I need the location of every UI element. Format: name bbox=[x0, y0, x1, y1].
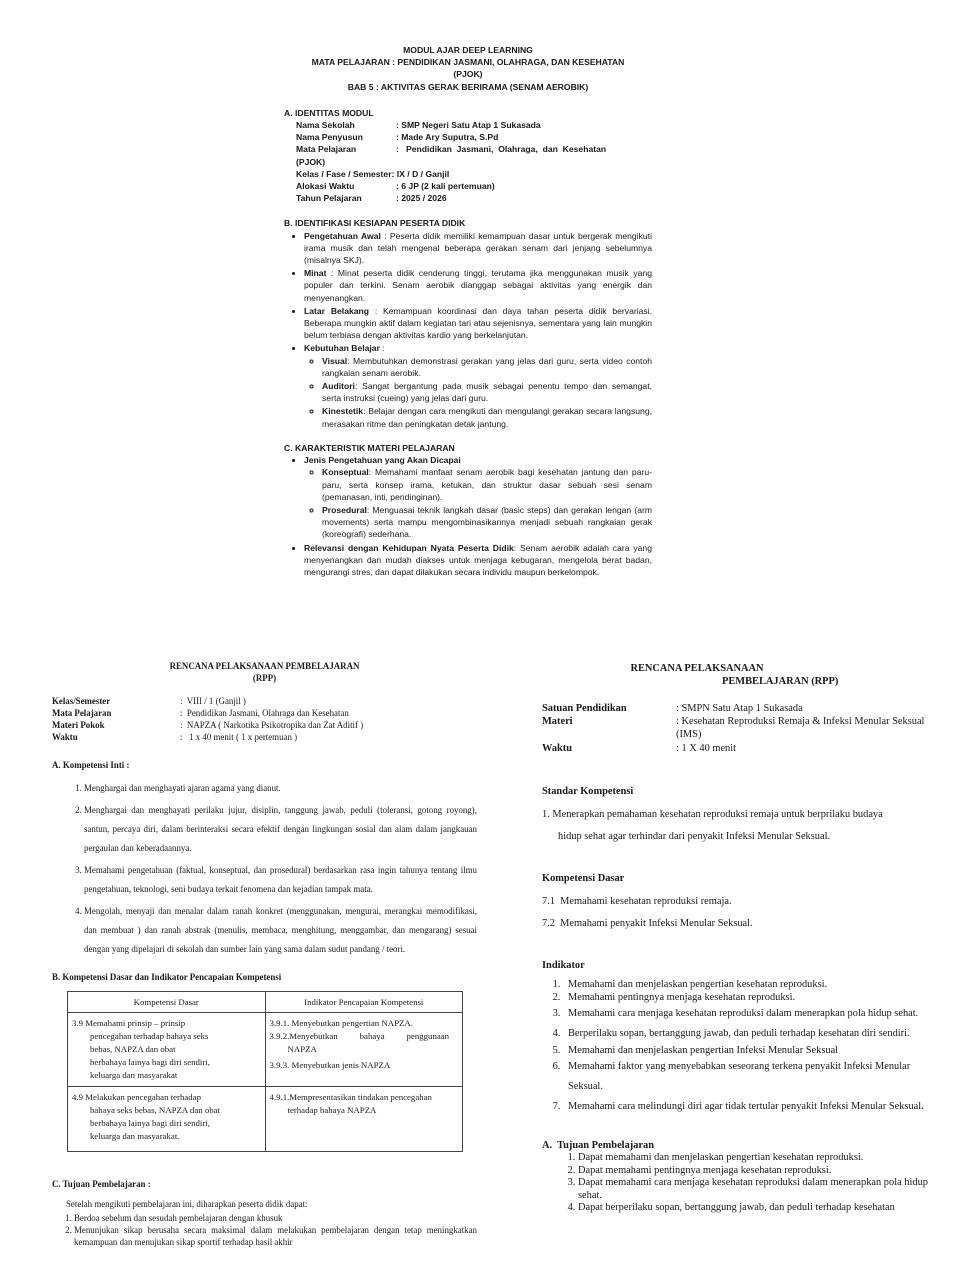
rpp-subtitle: (RPP) bbox=[252, 673, 277, 683]
rpp-reproduksi-sheet bbox=[542, 662, 937, 1215]
rpp-title: RENCANA PELAKSANAAN PEMBELAJARAN bbox=[169, 661, 360, 671]
ident-row: Mata Pelajaran : Pendidikan Jasmani, Olahraga, dan Kesehatan bbox=[296, 144, 607, 155]
tujuan-block bbox=[52, 1198, 477, 1248]
table-row bbox=[68, 1013, 463, 1087]
rpp-fields bbox=[542, 702, 937, 755]
ident-row: Nama Sekolah : SMP Negeri Satu Atap 1 Sukasada bbox=[296, 120, 541, 131]
rpp-fields bbox=[52, 695, 477, 743]
list-item: • Pengetahuan Awal : Peserta didik memiliki kemampuan dasar untuk bergerak mengikuti irama musik dan telah mengenal beberapa gerakan senam dari jenjang sebelumnya (misalnya SKJ). bbox=[304, 230, 652, 267]
section-heading-identitas: A. IDENTITAS MODUL bbox=[284, 107, 374, 118]
section-heading-ki: A. Kompetensi Inti : bbox=[52, 760, 130, 770]
table-cell: 3.9 Memahami prinsip – prinsip pencegahan terhadap bahaya seks bebas, NAPZA dan obat berbahaya lainya bagi diri sendiri, keluarga dan masyarakat bbox=[68, 1013, 266, 1087]
list-item: • Minat : Minat peserta didik cenderung tinggi, terutama jika menggunakan musik yang populer dan terkini. Senam aerobik dianggap sebagai aktivitas yang energik dan menyenangkan. bbox=[304, 267, 652, 304]
module-subject-abbr: (PJOK) bbox=[453, 69, 483, 80]
list-item: 5. Memahami dan menjelaskan pengertian Infeksi Menular Seksual bbox=[563, 1044, 937, 1057]
module-chapter: BAB 5 : AKTIVITAS GERAK BERIRAMA (SENAM AEROBIK) bbox=[347, 81, 589, 92]
list-item: 1. Dapat memahami dan menjelaskan pengertian kesehatan reproduksi. bbox=[578, 1152, 937, 1165]
list-item-continuation: hidup sehat agar terhindar dari penyakit Infeksi Menular Seksual. bbox=[558, 831, 831, 842]
list-item: 4. Mengolah, menyaji dan menalar dalam ranah konkret (menggunakan, mengurai, merangkai memodifikasi, dan membuat ) dan ranah abstrak (menulis, membaca, menghitung, menggambar, dan mengarang) sesuai dengan yang dipelajari di sekolah dan sumber lain yang sama dalam sudut pandang / teori. bbox=[84, 902, 477, 959]
list-item: 7. Memahami cara melindungi diri agar tidak tertular penyakit Infeksi Menular Seksual. bbox=[563, 1097, 937, 1117]
list-item: 2. Menghargai dan menghayati perilaku jujur, disiplin, tanggung jawab, peduli (toleransi, gotong royong), santun, percaya diri, dalam berinteraksi secara efektif dengan lingkungan sosial dan alam dalam jangkauan pergaulan dan keberadaannya. bbox=[84, 801, 477, 858]
jenis-sublist bbox=[304, 466, 652, 540]
section-heading-kd: Kompetensi Dasar bbox=[542, 873, 625, 884]
list-item: 3. Memahami cara menjaga kesehatan reproduksi dalam menerapkan pola hidup sehat. bbox=[563, 1004, 937, 1024]
kebutuhan-sublist bbox=[304, 355, 652, 430]
section-heading-kd: B. Kompetensi Dasar dan Indikator Pencapaian Kompetensi bbox=[52, 972, 282, 982]
list-item: 7.1 Memahami kesehatan reproduksi remaja. bbox=[542, 896, 732, 907]
list-item: 7.2 Memahami penyakit Infeksi Menular Seksual. bbox=[542, 918, 753, 929]
rpp-title-line2: PEMBELAJARAN (RPP) bbox=[722, 676, 839, 687]
module-subject: MATA PELAJARAN : PENDIDIKAN JASMANI, OLAHRAGA, DAN KESEHATAN bbox=[311, 57, 625, 68]
list-item: • Latar Belakang : Kemampuan koordinasi dan daya tahan peserta didik bervariasi. Beberapa mungkin aktif dalam kegiatan tari atau sejenisnya, sementara yang lain mungkin belum terbiasa dengan aktivitas kardio yang berkelanjutan. bbox=[304, 305, 652, 342]
list-item: 1. Memahami dan menjelaskan pengertian kesehatan reproduksi. bbox=[563, 978, 937, 991]
table-header-row bbox=[68, 992, 463, 1013]
list-item: 2. Memahami pentingnya menjaga kesehatan reproduksi. bbox=[563, 991, 937, 1004]
list-item: 3. Dapat memahami cara menjaga kesehatan reproduksi dalam menerapkan pola hidup sehat. bbox=[578, 1177, 937, 1202]
table-cell: 3.9.1. Menyebutkan pengertian NAPZA. 3.9.2.Menyebutkan bahaya penggunaan NAPZA 3.9.3. Menyebutkan jenis NAPZA bbox=[265, 1013, 463, 1087]
section-heading-indikator: Indikator bbox=[542, 960, 585, 971]
tujuan-block bbox=[542, 1139, 937, 1215]
field-row: Materi Pokok : NAPZA ( Narkotika Psikotropika dan Zat Aditif ) bbox=[52, 720, 364, 730]
section-heading-tujuan: A. Tujuan Pembelajaran bbox=[542, 1140, 655, 1151]
table-cell: 4.9 Melakukan pencegahan terhadap bahaya seks bebas, NAPZA dan obat berbahaya lainya bagi diri sendiri, keluarga dan masyarakat. bbox=[68, 1087, 266, 1152]
kesiapan-list bbox=[284, 230, 652, 430]
list-item: • Jenis Pengetahuan yang Akan Dicapai ◦ Konseptual: Memahami manfaat senam aerobik bagi kesehatan jantung dan paru-paru, serta konsep irama, ketukan, dan struktur dasar sebuah sesi senam (pemanasan, inti, pendinginan). ◦ Prosedural: Menguasai teknik langkah dasar (basic steps) dan gerakan lengan (arm movements) serta mampu mengombinasikannya menjadi sebuah rangkaian gerak (koreografi) sederhana. bbox=[304, 454, 652, 540]
kompetensi-dasar-list bbox=[542, 891, 937, 935]
rpp-napza-sheet bbox=[52, 660, 477, 1248]
module-title: MODUL AJAR DEEP LEARNING bbox=[403, 45, 533, 55]
list-item: 4. Berperilaku sopan, bertanggung jawab, dan peduli terhadap kesehatan diri sendiri. bbox=[563, 1024, 937, 1044]
list-item: 4. Dapat berperilaku sopan, bertanggung jawab, dan peduli terhadap kesehatan bbox=[578, 1202, 937, 1215]
column-header: Kompetensi Dasar bbox=[68, 992, 266, 1013]
list-item: 2. Menunjukan sikap berusaha secara maksimal dalam melakukan pembelajaran dengan tetap meningkatkan kemampuan dan menujukan sikap sportif terhadap hasil akhir bbox=[74, 1224, 477, 1248]
field-row: Waktu : 1 X 40 menit bbox=[542, 743, 737, 754]
list-item: • Relevansi dengan Kehidupan Nyata Peserta Didik: Senam aerobik adalah cara yang menyenangkan dan mudah diakses untuk menjaga kebugaran, mengelola berat badan, mengurangi stres, dan dapat dilakukan secara individu maupun berkelompok. bbox=[304, 542, 652, 579]
indikator-list bbox=[542, 978, 937, 1117]
tujuan-list bbox=[542, 1152, 937, 1215]
list-item: 1. Menghargai dan menghayati ajaran agama yang dianut. bbox=[84, 779, 477, 798]
standar-kompetensi-list bbox=[542, 804, 937, 848]
table-row bbox=[68, 1087, 463, 1152]
ident-row: Nama Penyusun : Made Ary Suputra, S.Pd bbox=[296, 132, 499, 143]
column-header: Indikator Pencapaian Kompetensi bbox=[265, 992, 463, 1013]
rpp-title: RENCANA PELAKSANAAN bbox=[630, 663, 764, 674]
list-item: 6. Memahami faktor yang menyebabkan seseorang terkena penyakit Infeksi Menular Seksual. bbox=[563, 1057, 937, 1097]
list-item: 3. Memahami pengetahuan (faktual, konseptual, dan prosedural) berdasarkan rasa ingin tahunya tentang ilmu pengetahuan, teknologi, seni budaya terkait fenomena dan kejadian tampak mata. bbox=[84, 861, 477, 899]
modul-ajar-sheet bbox=[284, 44, 652, 579]
ident-wrap: (PJOK) bbox=[296, 156, 326, 167]
field-row: Waktu : 1 x 40 menit ( 1 x pertemuan ) bbox=[52, 732, 298, 742]
list-item: ◦ Auditori: Sangat bergantung pada musik sebagai penentu tempo dan semangat, serta instruksi (cueing) yang jelas dari guru. bbox=[322, 380, 652, 404]
field-row: Materi : Kesehatan Reproduksi Remaja & Infeksi Menular Seksual (IMS) bbox=[542, 716, 925, 740]
tujuan-list bbox=[52, 1212, 477, 1248]
list-item: 1. Berdoa sebelum dan sesudah pembelajaran dengan khusuk bbox=[74, 1212, 477, 1224]
field-row: Satuan Pendidikan : SMPN Satu Atap 1 Sukasada bbox=[542, 703, 803, 714]
field-row: Kelas/Semester : VIII / 1 (Ganjil ) bbox=[52, 696, 246, 706]
ident-row: Tahun Pelajaran : 2025 / 2026 bbox=[296, 193, 447, 204]
section-heading-kesiapan: B. IDENTIFIKASI KESIAPAN PESERTA DIDIK bbox=[284, 218, 466, 229]
tujuan-intro: Setelah mengikuti pembelajaran ini, diharapkan peserta didik dapat: bbox=[66, 1199, 308, 1209]
list-item: 1. Menerapkan pemahaman kesehatan reproduksi remaja untuk berprilaku budaya bbox=[542, 809, 883, 820]
section-heading-karakteristik: C. KARAKTERISTIK MATERI PELAJARAN bbox=[284, 442, 455, 453]
ident-kelas: Kelas / Fase / Semester: IX / D / Ganjil bbox=[296, 168, 450, 179]
field-row: Mata Pelajaran : Pendidikan Jasmani, Olahraga dan Kesehatan bbox=[52, 708, 349, 718]
kd-indikator-table bbox=[67, 991, 463, 1152]
karakteristik-list bbox=[284, 454, 652, 578]
list-item: ◦ Kinestetik: Belajar dengan cara mengikuti dan mengulangi gerakan secara langsung, merasakan ritme dan peningkatan detak jantung. bbox=[322, 405, 652, 429]
list-item: 2. Dapat memahami pentingnya menjaga kesehatan reproduksi. bbox=[578, 1165, 937, 1178]
list-item: ◦ Visual: Membutuhkan demonstrasi gerakan yang jelas dari guru, serta video contoh rangkaian senam aerobik. bbox=[322, 355, 652, 379]
section-heading-tujuan: C. Tujuan Pembelajaran : bbox=[52, 1179, 151, 1189]
list-item: ◦ Prosedural: Menguasai teknik langkah dasar (basic steps) dan gerakan lengan (arm movements) serta mampu mengombinasikannya menjadi sebuah rangkaian gerak (koreografi) sederhana. bbox=[322, 504, 652, 541]
table-cell: 4.9.1.Mempresentasikan tindakan pencegahan terhadap bahaya NAPZA bbox=[265, 1087, 463, 1152]
list-item: • Kebutuhan Belajar : ◦ Visual: Membutuhkan demonstrasi gerakan yang jelas dari guru, serta video contoh rangkaian senam aerobik. ◦ Auditori: Sangat bergantung pada musik sebagai penentu tempo dan semangat, serta instruksi (cueing) yang jelas dari guru. ◦ Kinestetik: Belajar dengan cara mengikuti dan mengulangi gerakan secara langsung, merasakan ritme dan peningkatan detak jantung. bbox=[304, 342, 652, 429]
section-heading-sk: Standar Kompetensi bbox=[542, 786, 634, 797]
kompetensi-inti-list bbox=[52, 779, 477, 959]
ident-row: Alokasi Waktu : 6 JP (2 kali pertemuan) bbox=[296, 181, 495, 192]
list-item: ◦ Konseptual: Memahami manfaat senam aerobik bagi kesehatan jantung dan paru-paru, serta konsep irama, ketukan, dan struktur dasar sebuah sesi senam (pemanasan, inti, pendinginan). bbox=[322, 466, 652, 503]
